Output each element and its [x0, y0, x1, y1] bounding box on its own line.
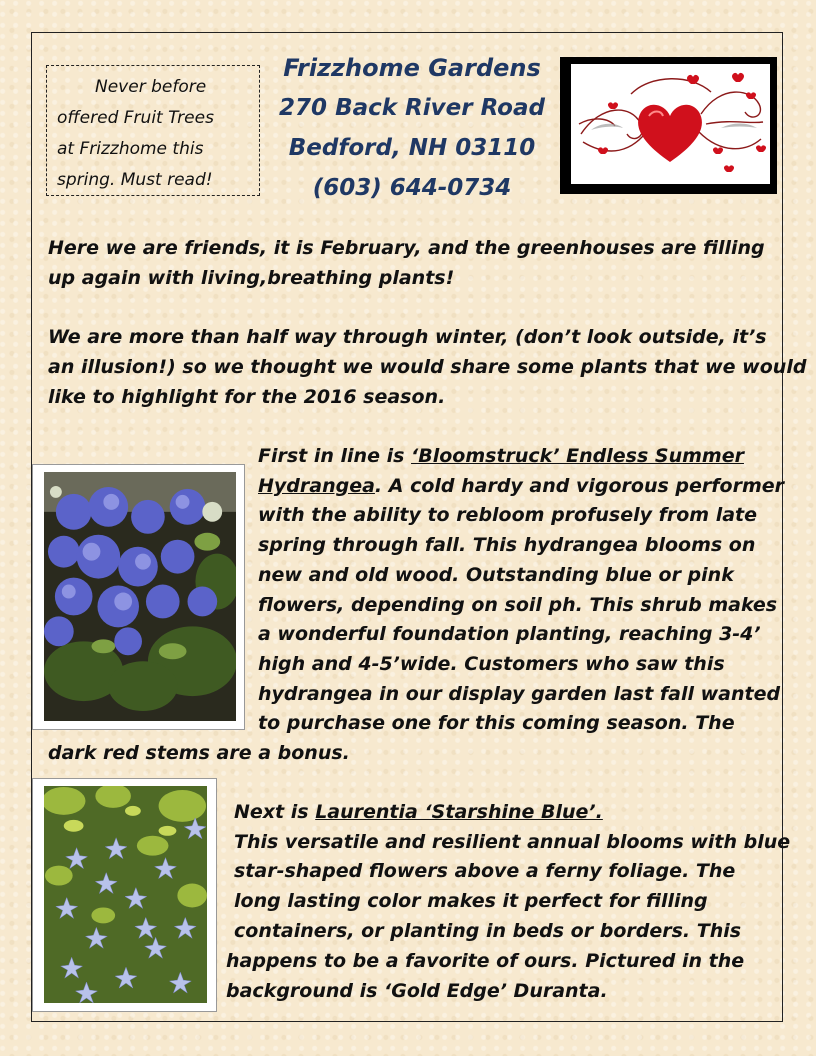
text-line: This versatile and resilient annual blooms with blue: [234, 830, 791, 853]
text-line: [258, 472, 784, 502]
laurentia-photo: [32, 778, 217, 1012]
text-line: Here we are friends, it is February, and the greenhouses are filling: [48, 237, 765, 259]
phone-number: (603) 644-0734: [312, 175, 512, 201]
business-header: [272, 48, 552, 208]
laurentia-name: Laurentia ‘Starshine Blue’.: [315, 801, 603, 823]
text-line: flowers, depending on soil ph. This shrub makes: [258, 593, 778, 616]
teaser-line: Never before: [95, 77, 207, 97]
text-line: an illusion!) so we thought we would share some plants that we would: [48, 356, 807, 378]
business-name: Frizzhome Gardens: [283, 54, 541, 82]
address-street: 270 Back River Road: [279, 95, 545, 121]
valentine-image: [560, 57, 777, 194]
teaser-line: spring. Must read!: [57, 170, 213, 190]
text-line: hydrangea in our display garden last fall wanted: [258, 682, 781, 705]
text-line: new and old wood. Outstanding blue or pink: [258, 563, 734, 586]
text-line: a wonderful foundation planting, reaching 3-4’: [258, 623, 761, 646]
text-line: dark red stems are a bonus.: [48, 742, 350, 764]
hydrangea-intro-prefix: First in line is: [258, 445, 412, 467]
hydrangea-name: ‘Bloomstruck’ Endless Summer: [411, 445, 744, 467]
address-city: Bedford, NH 03110: [288, 135, 536, 161]
text-line: high and 4-5’wide. Customers who saw this: [258, 652, 725, 675]
heart-swirl-icon: [571, 64, 770, 184]
teaser-line: at Frizzhome this: [57, 139, 204, 159]
text-line: star-shaped flowers above a ferny foliage. The: [234, 860, 736, 883]
hydrangea-line-rest: . A cold hardy and vigorous performer: [374, 474, 785, 497]
text-line: long lasting color makes it perfect for filling: [234, 890, 708, 913]
text-line: with the ability to rebloom profusely from late: [258, 504, 758, 527]
fruit-trees-teaser-box: [46, 65, 260, 196]
text-line: happens to be a favorite of ours. Pictured in the: [226, 950, 745, 972]
text-line: [234, 798, 790, 828]
hydrangea-photo: [32, 464, 245, 730]
hydrangea-description: [258, 442, 784, 739]
text-line: background is ‘Gold Edge’ Duranta.: [226, 979, 608, 1002]
text-line: We are more than half way through winter, (don’t look outside, it’s: [48, 326, 767, 348]
text-line: up again with living,breathing plants!: [48, 267, 455, 289]
text-line: containers, or planting in beds or borders. This: [234, 919, 742, 942]
laurentia-intro-prefix: Next is: [234, 801, 316, 823]
teaser-line: offered Fruit Trees: [57, 108, 214, 128]
hydrangea-description-end: [48, 739, 350, 769]
text-line: [258, 442, 784, 472]
intro-paragraph-2: [48, 322, 807, 412]
hydrangea-name-cont: Hydrangea: [258, 474, 375, 497]
laurentia-description: [234, 798, 790, 947]
text-line: like to highlight for the 2016 season.: [48, 386, 446, 408]
text-line: to purchase one for this coming season. The: [258, 712, 735, 735]
intro-paragraph-1: [48, 233, 778, 293]
laurentia-description-end: [226, 947, 744, 1006]
text-line: spring through fall. This hydrangea blooms on: [258, 534, 756, 557]
